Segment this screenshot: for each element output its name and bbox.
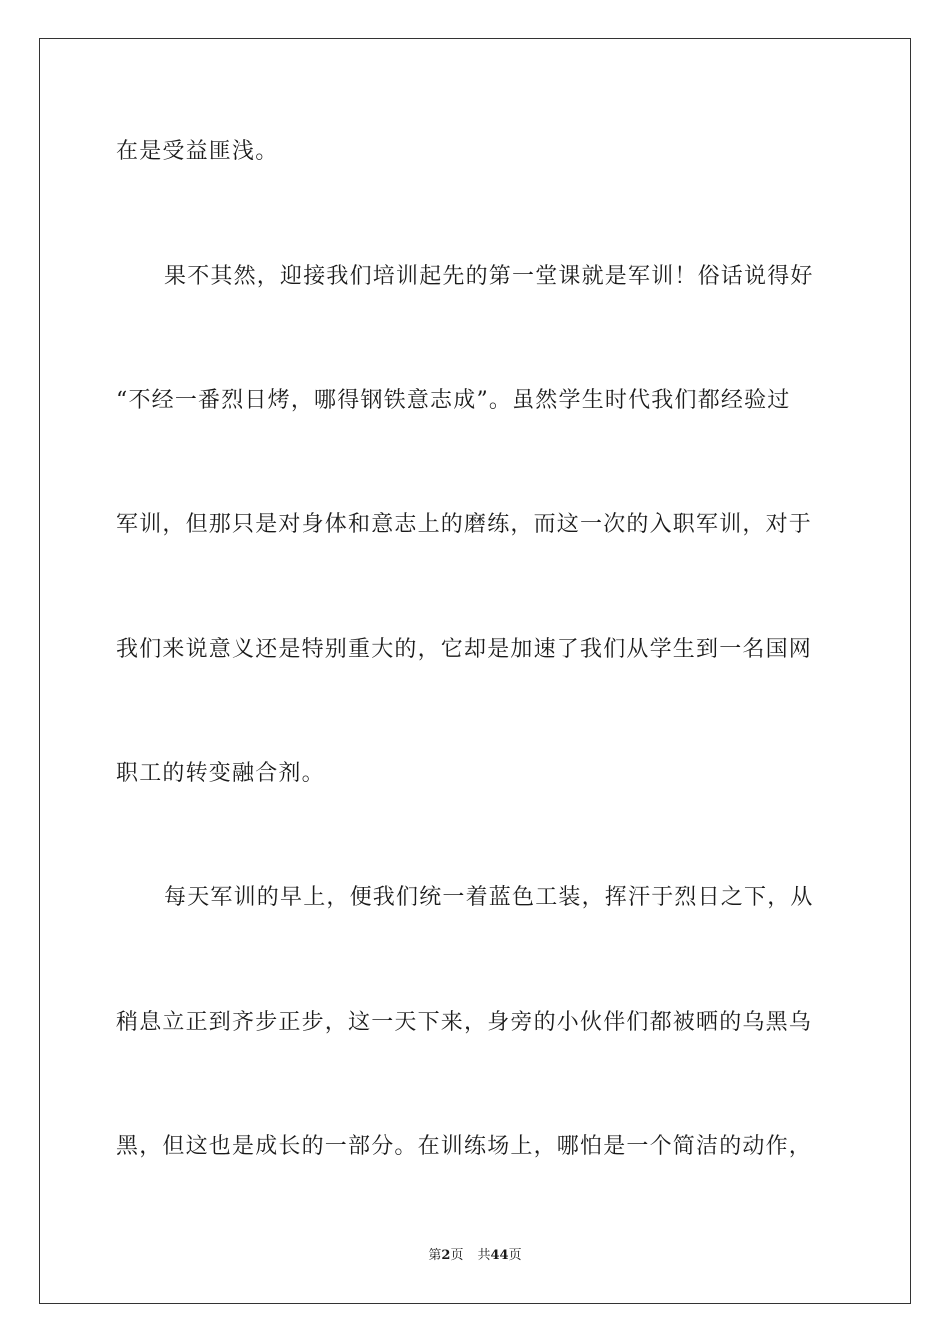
total-pages-number: 44 bbox=[490, 1248, 509, 1263]
body-line-9: 黑，但这也是成长的一部分。在训练场上，哪怕是一个简洁的动作， bbox=[116, 1134, 813, 1159]
body-line-2: 果不其然，迎接我们培训起先的第一堂课就是军训！俗话说得好 bbox=[164, 264, 814, 289]
total-suffix: 页 bbox=[508, 1248, 522, 1263]
body-line-1: 在是受益匪浅。 bbox=[116, 139, 279, 164]
page-suffix: 页 bbox=[450, 1248, 464, 1263]
total-prefix: 共 bbox=[477, 1248, 491, 1263]
body-line-7: 每天军训的早上，便我们统一着蓝色工装，挥汗于烈日之下，从 bbox=[164, 885, 814, 910]
body-line-5: 我们来说意义还是特别重大的，它却是加速了我们从学生到一名国网 bbox=[116, 637, 813, 662]
body-line-4: 军训，但那只是对身体和意志上的磨练，而这一次的入职军训，对于 bbox=[116, 512, 813, 537]
page-footer bbox=[0, 1247, 950, 1265]
body-line-8: 稍息立正到齐步正步，这一天下来，身旁的小伙伴们都被晒的乌黑乌 bbox=[116, 1010, 813, 1035]
body-line-6: 职工的转变融合剂。 bbox=[116, 761, 325, 786]
page-prefix: 第 bbox=[428, 1248, 442, 1263]
body-line-3: “不经一番烈日烤，哪得钢铁意志成”。虽然学生时代我们都经验过 bbox=[116, 388, 791, 413]
page-border bbox=[39, 38, 911, 1304]
current-page-number: 2 bbox=[441, 1248, 451, 1263]
